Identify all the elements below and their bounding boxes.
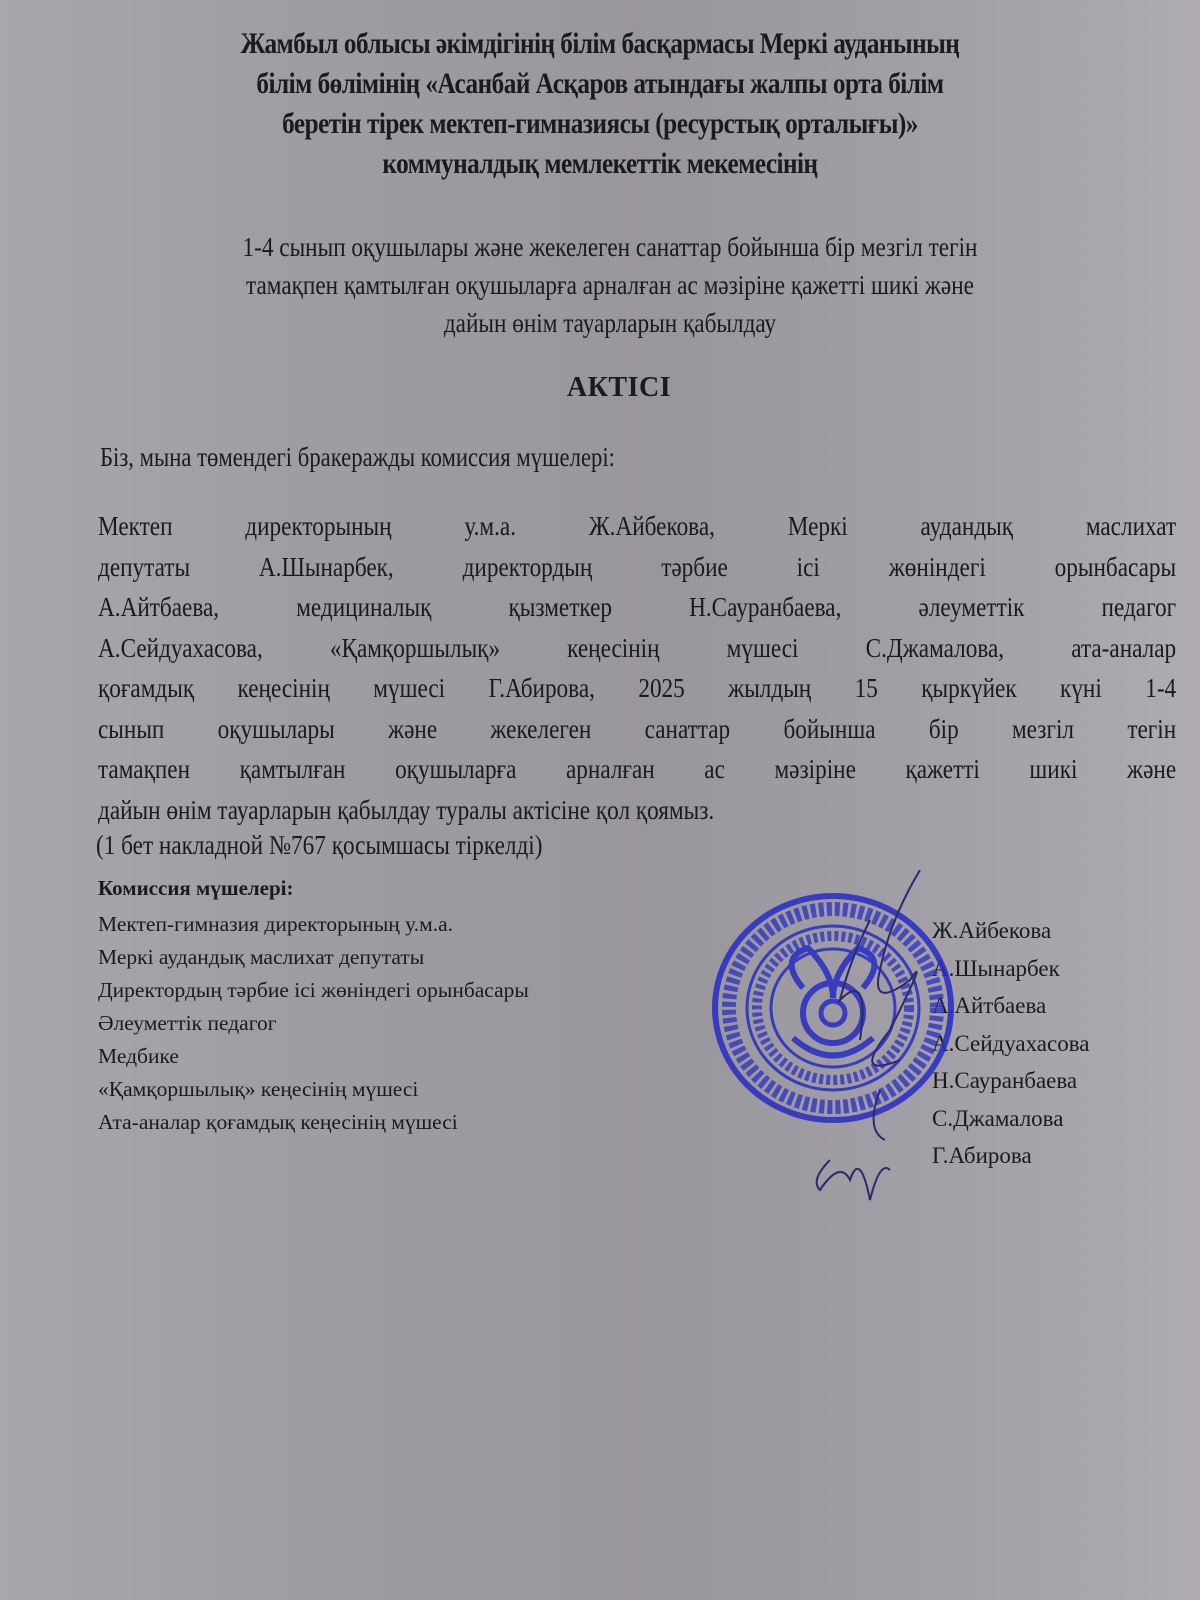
members-heading: Комиссия мүшелері: <box>98 876 294 900</box>
body-word: директордың <box>462 551 593 582</box>
body-word: 2025 <box>638 673 685 703</box>
body-word: және <box>388 713 438 744</box>
body-word: 15 <box>854 673 878 703</box>
body-word: қамтылған <box>239 754 346 784</box>
body-word: кеңесінің <box>237 673 330 703</box>
member-role: Ата-аналар қоғамдық кеңесінің мүшесі <box>98 1110 458 1134</box>
body-word: мезгіл <box>1011 713 1075 744</box>
body-line <box>98 709 1176 750</box>
member-name: А.Айтбаева <box>932 993 1047 1018</box>
body-line <box>98 628 1176 669</box>
body-line: дайын өнім тауарларын қабылдау туралы актісіне қол қоямыз. <box>98 794 715 825</box>
document-header <box>172 24 1029 184</box>
header-line: білім бөлімінің «Асанбай Асқаров атындағы жалпы орта білім <box>256 67 944 100</box>
member-role: Директордың тәрбие ісі жөніндегі орынбасары <box>98 978 529 1002</box>
body-word: 1-4 <box>1145 673 1177 703</box>
member-roles-list <box>98 908 529 1139</box>
body-line <box>98 668 1176 709</box>
body-word: қыркүйек <box>921 673 1017 703</box>
body-word: күні <box>1060 673 1102 703</box>
member-role: «Қамқоршылық» кеңесінің мүшесі <box>98 1077 419 1101</box>
body-word: бойынша <box>783 713 876 744</box>
member-name: А.Шынарбек <box>932 955 1060 981</box>
act-title: АКТІСІ <box>566 372 672 403</box>
body-word: қызметкер <box>508 592 612 622</box>
body-word: ас <box>704 754 725 784</box>
body-word: және <box>1127 754 1177 784</box>
body-line <box>98 547 1176 588</box>
body-word: мүшесі <box>373 673 446 703</box>
document-subtitle <box>146 228 1075 342</box>
body-line <box>98 506 1176 547</box>
body-line <box>98 749 1176 790</box>
member-name: Н.Сауранбаева <box>932 1068 1078 1093</box>
member-name: С.Джамалова <box>932 1105 1064 1131</box>
member-name: А.Сейдуахасова <box>932 1030 1090 1056</box>
body-word: медициналық <box>296 592 432 622</box>
body-paragraph <box>98 506 1176 830</box>
body-word: сынып <box>98 713 165 744</box>
signature-icon <box>770 860 970 1210</box>
subtitle-line: дайын өнім тауарларын қабылдау <box>443 308 777 338</box>
body-word: шикі <box>1029 754 1078 784</box>
body-word: С.Джамалова, <box>865 632 1005 663</box>
header-line: коммуналдық мемлекеттік мекемесінің <box>382 147 818 180</box>
body-word: кеңесінің <box>567 632 660 663</box>
body-word: қажетті <box>905 754 980 784</box>
header-line: Жамбыл облысы әкімдігінің білім басқармасы Меркі ауданының <box>240 27 960 60</box>
body-word: А.Шынарбек, <box>258 551 394 582</box>
body-word: мәзіріне <box>774 754 856 784</box>
body-word: арналған <box>565 754 655 784</box>
body-word: мүшесі <box>726 632 799 663</box>
body-word: бір <box>928 713 959 744</box>
body-word: тамақпен <box>98 754 191 784</box>
subtitle-line: тамақпен қамтылған оқушыларға арналған ас мәзіріне қажетті шикі және <box>246 270 974 300</box>
body-word: Г.Абирова, <box>488 673 595 703</box>
body-word: жекелеген <box>490 713 592 744</box>
body-word: оқушылары <box>217 713 335 744</box>
body-word: маслихат <box>1085 511 1177 541</box>
body-word: у.м.а. <box>464 511 517 541</box>
body-word: жылдың <box>728 673 812 703</box>
body-word: тегін <box>1127 713 1177 744</box>
body-word: тәрбие <box>661 551 728 582</box>
body-word: Ж.Айбекова, <box>588 511 715 541</box>
body-word: Н.Сауранбаева, <box>689 592 842 622</box>
body-word: директорының <box>245 511 392 541</box>
body-word: санаттар <box>644 713 731 744</box>
member-name: Г.Абирова <box>932 1143 1032 1168</box>
body-word: аудандық <box>920 511 1014 541</box>
member-role: Мектеп-гимназия директорының у.м.а. <box>98 912 454 936</box>
body-word: Мектеп <box>98 511 173 541</box>
body-word: қоғамдық <box>98 673 195 703</box>
attachment-note: (1 бет накладной №767 қосымшасы тіркелді) <box>96 830 543 860</box>
body-line <box>98 587 1176 628</box>
body-word: депутаты <box>98 551 191 582</box>
member-role: Медбике <box>98 1044 179 1068</box>
body-word: А.Айтбаева, <box>98 592 220 622</box>
body-word: «Қамқоршылық» <box>329 632 501 663</box>
body-word: Меркі <box>787 511 848 541</box>
body-word: жөніндегі <box>888 551 986 582</box>
body-word: ата-аналар <box>1071 632 1177 663</box>
member-role: Меркі аудандық маслихат депутаты <box>98 945 425 969</box>
body-word: оқушыларға <box>395 754 517 784</box>
subtitle-line: 1-4 сынып оқушылары және жекелеген санаттар бойынша бір мезгіл тегін <box>242 232 978 262</box>
body-word: әлеуметтік <box>918 592 1025 622</box>
intro-text: Біз, мына төмендегі бракеражды комиссия мүшелері: <box>100 442 615 472</box>
body-word: ісі <box>796 551 820 582</box>
body-word: орынбасары <box>1054 551 1177 582</box>
member-role: Әлеуметтік педагог <box>98 1011 277 1035</box>
body-word: педагог <box>1101 592 1177 622</box>
body-word: А.Сейдуахасова, <box>98 632 263 663</box>
header-line: беретін тірек мектеп-гимназиясы (ресурстық орталығы)» <box>282 107 918 140</box>
member-name: Ж.Айбекова <box>932 918 1052 943</box>
